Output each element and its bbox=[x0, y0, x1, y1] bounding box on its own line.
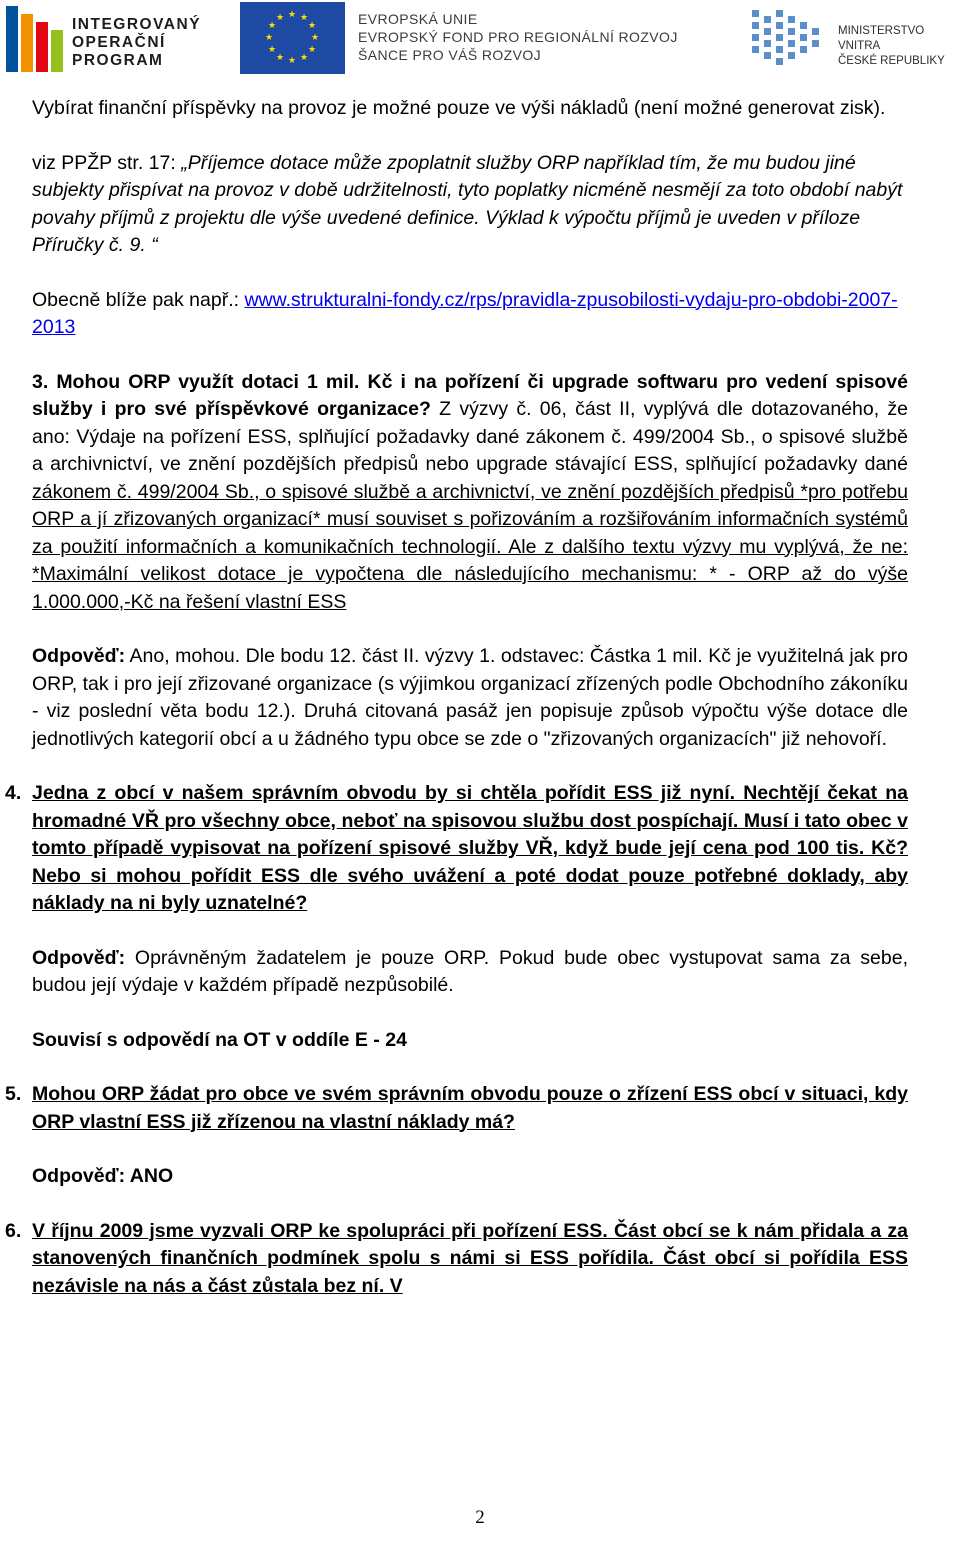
ministry-logo-icon bbox=[748, 6, 828, 72]
svg-text:★: ★ bbox=[307, 45, 317, 55]
question-5-text: Mohou ORP žádat pro obce ve svém správním obvodu pouze o zřízení ESS obcí v situaci, kdy ORP vlastní ESS již zřízenou na vlastní náklady má? bbox=[32, 1083, 908, 1133]
svg-text:★: ★ bbox=[307, 21, 317, 31]
answer-3 bbox=[32, 643, 908, 753]
question-3-text-c: zákonem č. 499/2004 Sb., o spisové službě a archivnictví, ve znění pozdějších předpisů *pro potřebu ORP a jí zřizovaných organizací* musí souviset s pořizováním a rozšiřováním informačních systémů za použití informačních a komunikačních technologií. Ale z dalšího textu výzvy mu vyplývá, že ne: *Maximální velikost dotace je vypočtena dle následujícího mechanismu: * - ORP až do výše 1.000.000,-Kč na řešení vlastní ESS bbox=[32, 480, 908, 613]
iop-logo-icon bbox=[6, 6, 64, 72]
ppzp-quote: „Příjemce dotace může zpoplatnit služby ORP například tím, že mu budou jiné subjekty přispívat na provoz v době udržitelnosti, tyto poplatky nicméně nesmějí za toto období nabýt povahy příjmů z projektu dle výše uvedené definice. Výklad k výpočtu příjmů je uveden v příloze Příručky č. 9. “ bbox=[32, 151, 903, 256]
related-answer-note: Souvisí s odpovědí na OT v oddíle E - 24 bbox=[32, 1028, 407, 1051]
svg-text:★: ★ bbox=[275, 53, 285, 63]
question-6-text: V říjnu 2009 jsme vyzvali ORP ke spolupráci při pořízení ESS. Část obcí se k nám přidala a za stanovených finančních podmínek spolu s námi si ESS pořídila. Část obcí si pořídila ESS nezávisle na nás a část zůstala bez ní. V bbox=[32, 1219, 908, 1297]
iop-line1: INTEGROVANÝ bbox=[72, 16, 202, 33]
svg-text:★: ★ bbox=[264, 33, 274, 43]
ministry-line1: MINISTERSTVO VNITRA bbox=[838, 25, 925, 52]
answer-3-text: Ano, mohou. Dle bodu 12. část II. výzvy 1. odstavec: Částka 1 mil. Kč je využitelná jak pro ORP, tak i pro její zřizované organizace (s výjimkou organizací zřízených podle Obchodního zákoníku - viz poslední věta bodu 12.). Druhá citovaná pasáž jen popisuje způsob výpočtu výše dotace dle jednotlivých kategorií obcí a u žádného typu obce se zde o "zřizovaných organizacích" již nehovoří. bbox=[32, 645, 908, 750]
structural-funds-link[interactable]: www.strukturalni-fondy.cz/rps/pravidla-zpusobilosti-vydaju-pro-obdobi-2007-2013 bbox=[32, 288, 898, 338]
question-5-number: 5. bbox=[5, 1083, 22, 1105]
page-number: 2 bbox=[475, 1507, 485, 1528]
svg-text:★: ★ bbox=[267, 45, 277, 55]
document-body bbox=[5, 95, 908, 1300]
question-4-number: 4. bbox=[5, 782, 22, 804]
answer-3-label: Odpověď: bbox=[32, 645, 126, 667]
iop-line2: OPERAČNÍ bbox=[72, 34, 166, 51]
answer-5: Odpověď: ANO bbox=[32, 1165, 174, 1187]
question-3-title: Mohou ORP využít dotaci 1 mil. Kč i na pořízení či upgrade softwaru pro vedení spisové služby i pro své příspěvkové organizace? bbox=[32, 370, 908, 420]
answer-4-label: Odpověď: bbox=[32, 946, 126, 969]
more-info-label: Obecně blíže pak např.: bbox=[32, 288, 245, 311]
eu-line1: EVROPSKÁ UNIE bbox=[358, 11, 478, 27]
answer-4 bbox=[32, 945, 908, 1000]
svg-text:★: ★ bbox=[310, 33, 320, 43]
svg-text:★: ★ bbox=[299, 13, 309, 23]
iop-line3: PROGRAM bbox=[72, 52, 164, 69]
question-4-text: Jedna z obcí v našem správním obvodu by si chtěla pořídit ESS již nyní. Nechtějí čekat na hromadné VŘ pro všechny obce, neboť na spisovou službu dost pospíchají. Musí i tato obec v tomto případě vypisovat na pořízení spisové služby VŘ, když bude její cena pod 100 tis. Kč? Nebo si mohou pořídit ESS dle svého uvážení a poté dodat pouze potřebné doklady, aby náklady na ni byly uznatelné? bbox=[32, 782, 908, 914]
paragraph-fees: Vybírat finanční příspěvky na provoz je možné pouze ve výši nákladů (není možné generovat zisk). bbox=[32, 97, 886, 119]
answer-4-text: Oprávněným žadatelem je pouze ORP. Pokud bude obec vystupovat sama za sebe, budou její výdaje v každém případě nezpůsobilé. bbox=[32, 946, 908, 996]
question-6 bbox=[5, 1218, 908, 1301]
page-header bbox=[0, 0, 960, 82]
eu-line2: EVROPSKÝ FOND PRO REGIONÁLNÍ ROZVOJ bbox=[358, 29, 678, 45]
iop-logo bbox=[6, 6, 236, 72]
svg-text:★: ★ bbox=[287, 10, 297, 20]
ppzp-ref: viz PPŽP str. 17: bbox=[32, 151, 182, 174]
question-3-number: 3. bbox=[32, 370, 49, 393]
question-3-text-b: , o spisové službě a archivnictví, ve znění pozdějších předpisů nebo upgrade stávající ESS, splňující požadavky dané bbox=[32, 425, 908, 475]
question-3 bbox=[32, 369, 908, 617]
eu-flag-icon bbox=[240, 2, 345, 74]
svg-text:★: ★ bbox=[287, 56, 297, 66]
eu-line3: ŠANCE PRO VÁŠ ROZVOJ bbox=[358, 47, 542, 63]
question-4 bbox=[5, 780, 908, 918]
ministry-line2: ČESKÉ REPUBLIKY bbox=[838, 55, 945, 67]
question-6-number: 6. bbox=[5, 1219, 22, 1242]
paragraph-ppzp bbox=[32, 150, 908, 260]
svg-text:★: ★ bbox=[267, 21, 277, 31]
question-5 bbox=[5, 1081, 908, 1136]
svg-text:★: ★ bbox=[275, 13, 285, 23]
question-3-text-a: Z výzvy č. 06, část II, vyplývá dle dotazovaného, že ano: Výdaje na pořízení ESS, splňující požadavky dané zákonem č. 499/2004 Sb. bbox=[32, 398, 908, 448]
svg-text:★: ★ bbox=[299, 53, 309, 63]
paragraph-more-info bbox=[32, 287, 908, 342]
